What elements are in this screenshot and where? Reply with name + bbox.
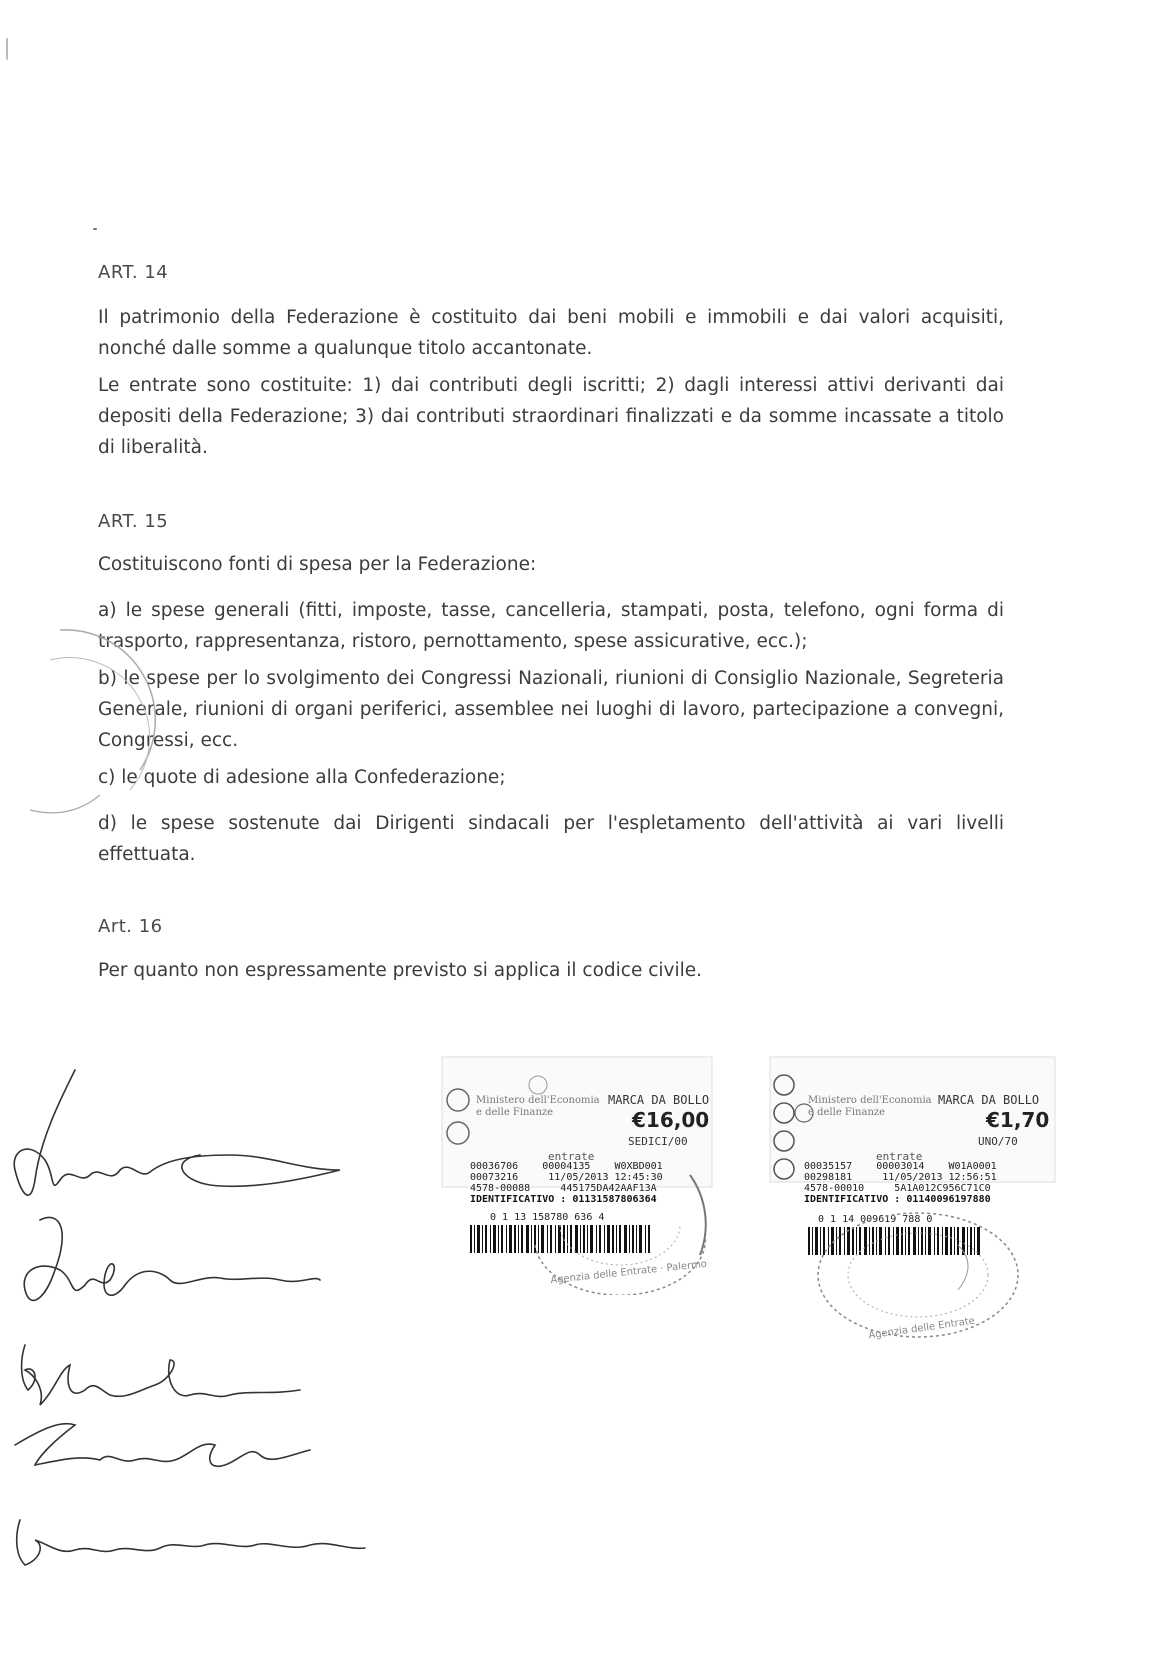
article-15-heading: ART. 15: [98, 511, 169, 532]
article-16-heading: Art. 16: [98, 916, 163, 937]
signature-2: [24, 1217, 320, 1300]
article-14-heading: ART. 14: [98, 262, 169, 283]
stamp-2-line4: IDENTIFICATIVO : 01140096197880: [804, 1194, 991, 1205]
stamp-1-issuer: Ministero dell'Economia e delle Finanze: [476, 1095, 600, 1118]
stamp-1-seal-text: Agenzia delle Entrate · Palermo: [549, 1258, 708, 1287]
article-16-paragraph: Per quanto non espressamente previsto si applica il codice civile.: [98, 960, 703, 981]
signature-3: [22, 1345, 300, 1405]
stamp-2-barcode-number: 0 1 14 009619 788 0: [818, 1214, 933, 1225]
signatures-block: [0, 1060, 400, 1650]
stamp-1-line3: 4578-00088 445175DA42AAF13A: [470, 1183, 657, 1194]
stamp-1-line4: IDENTIFICATIVO : 01131587806364: [470, 1194, 657, 1205]
stamp-2-label: MARCA DA BOLLO: [938, 1093, 1040, 1107]
signature-5: [17, 1520, 365, 1565]
signature-4: [15, 1424, 310, 1467]
stamp-1-label: MARCA DA BOLLO: [608, 1093, 710, 1107]
stamp-1-line2: 00073216 11/05/2013 12:45:30: [470, 1172, 663, 1183]
revenue-stamp-1: [440, 1055, 725, 1295]
article-15-intro: Costituiscono fonti di spesa per la Federazione:: [98, 554, 537, 575]
stamp-2-line2: 00298181 11/05/2013 12:56:51: [804, 1172, 997, 1183]
stamp-2-line1: 00035157 00003014 W01A0001: [804, 1161, 997, 1172]
stamp-2-line3: 4578-00010 5A1A012C956C71C0: [804, 1183, 991, 1194]
office-seal-margin: [20, 620, 170, 830]
scan-speck: [93, 228, 97, 230]
stamp-2-amount: €1,70: [986, 1108, 1050, 1132]
stamp-1-line1: 00036706 00004135 W0XBD001: [470, 1161, 663, 1172]
article-15-item-c: c) le quote di adesione alla Confederazione;: [98, 767, 506, 788]
stamp-1-amount-words: SEDICI/00: [628, 1135, 688, 1148]
article-15-item-b: b) le spese per lo svolgimento dei Congressi Nazionali, riunioni di Consiglio Nazionale, Segreteria Generale, riunioni di organi periferici, assemblee nei luoghi di lavoro, partecipazione a convegni, Congressi, ecc.: [98, 668, 1004, 751]
stamp-2-agency: entrate: [876, 1150, 923, 1163]
article-15-item-a: a) le spese generali (fitti, imposte, tasse, cancelleria, stampati, posta, telefono, ogni forma di trasporto, rappresentanza, ristoro, pernottamento, spese assicurative, ecc.);: [98, 600, 1004, 652]
stamp-2-issuer: Ministero dell'Economia e delle Finanze: [808, 1095, 932, 1118]
stamp-1-barcode-number: 0 1 13 158780 636 4: [490, 1212, 605, 1223]
stamp-2-amount-words: UNO/70: [978, 1135, 1018, 1148]
scan-speck: [6, 38, 8, 60]
article-15-item-d: d) le spese sostenute dai Dirigenti sindacali per l'espletamento dell'attività ai vari livelli effettuata.: [98, 813, 1004, 865]
stamp-1-agency: entrate: [548, 1150, 595, 1163]
revenue-stamp-2: [768, 1055, 1068, 1345]
article-14-paragraph-2: Le entrate sono costituite: 1) dai contributi degli iscritti; 2) dagli interessi attivi derivanti dai depositi della Federazione; 3) dai contributi straordinari finalizzati e da somme incassate a titolo di liberalità.: [98, 375, 1004, 458]
signature-1: [14, 1070, 340, 1195]
stamp-2-seal-text: Agenzia delle Entrate: [867, 1315, 976, 1342]
stamp-1-amount: €16,00: [632, 1108, 710, 1132]
article-14-paragraph-1: Il patrimonio della Federazione è costituito dai beni mobili e immobili e dai valori acquisiti, nonché dalle somme a qualunque titolo accantonate.: [98, 307, 1004, 359]
